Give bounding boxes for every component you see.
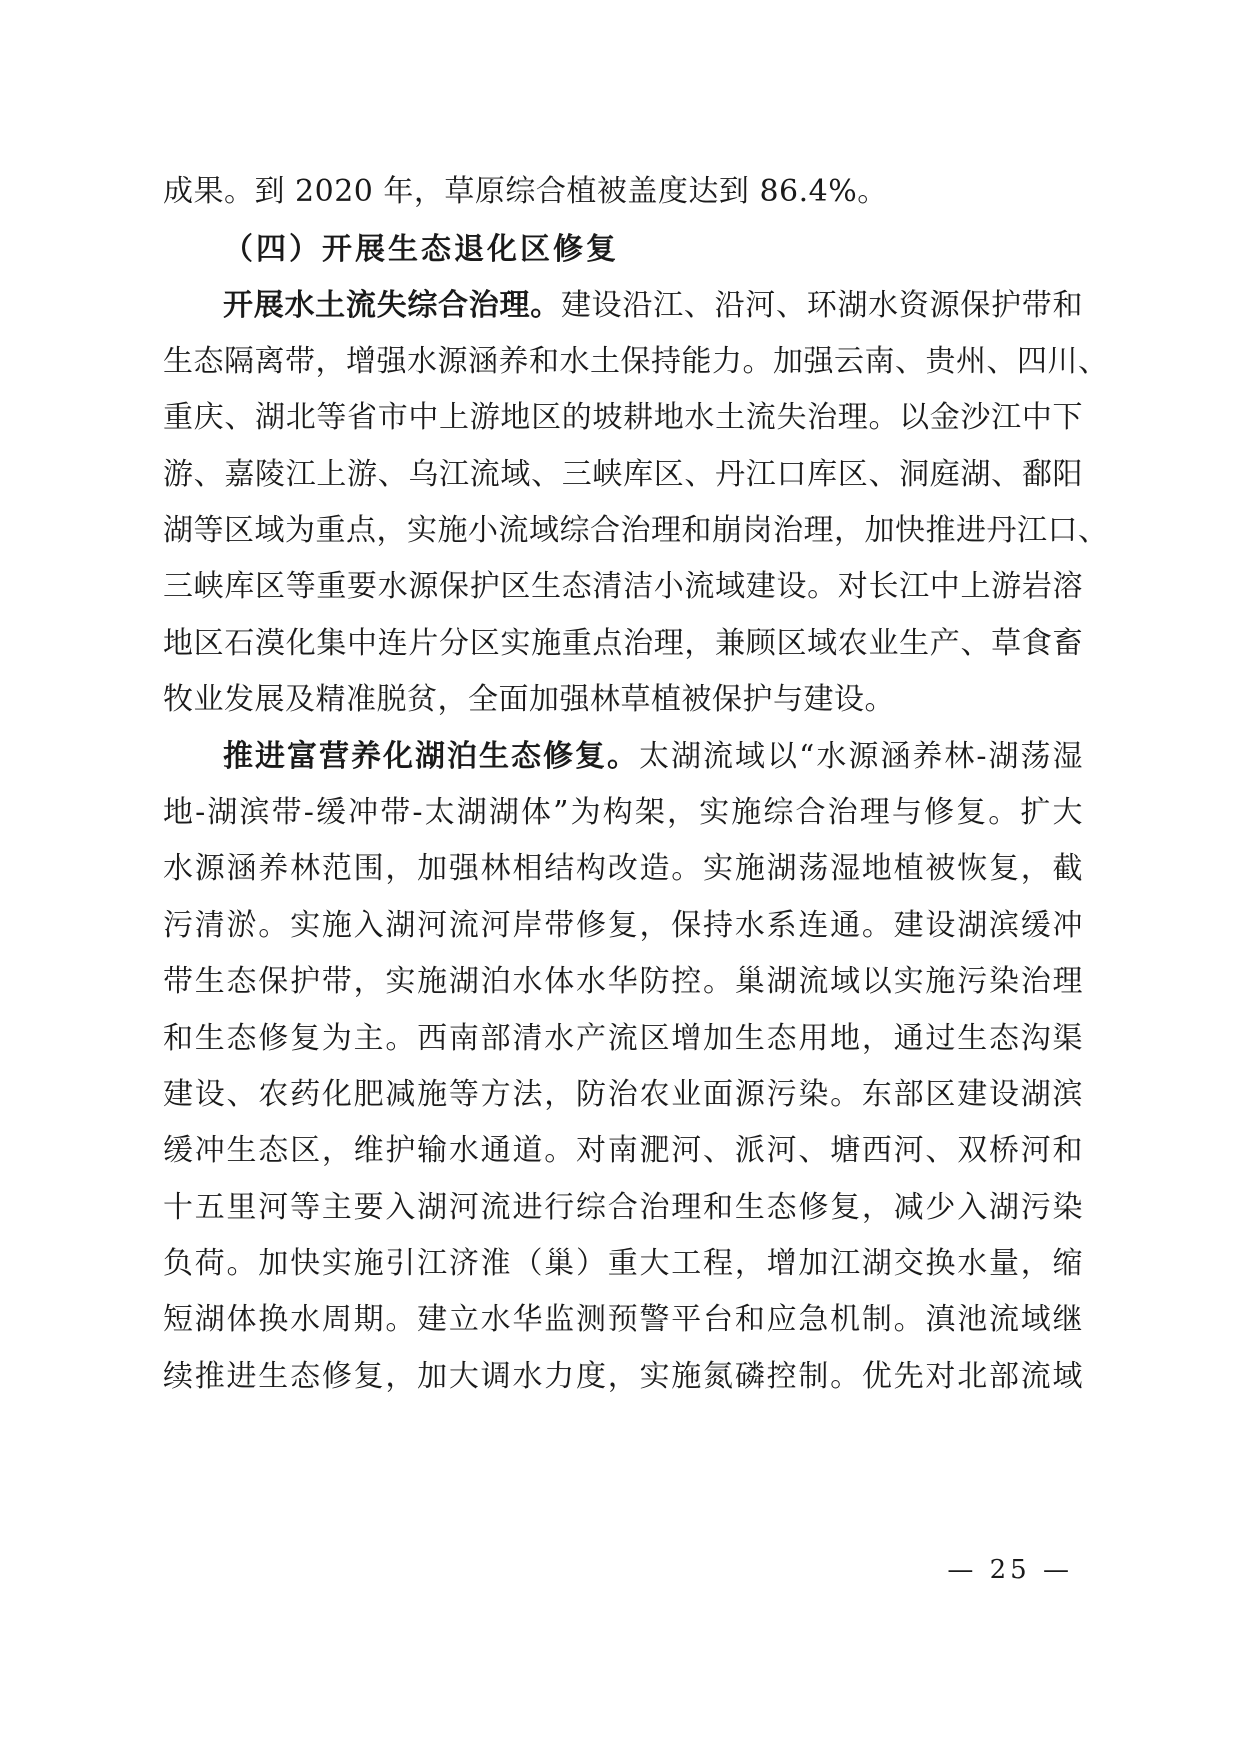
paragraph-2-lead: 推进富营养化湖泊生态修复。 xyxy=(223,739,640,774)
paragraph-2-line-4: 污清淤。实施入湖河流河岸带修复，保持水系连通。建设湖滨缓冲 xyxy=(163,908,1083,943)
section-heading: （四）开展生态退化区修复 xyxy=(223,232,619,267)
paragraph-2-line-5: 带生态保护带，实施湖泊水体水华防控。巢湖流域以实施污染治理 xyxy=(163,964,1083,999)
paragraph-2-line-6: 和生态修复为主。西南部清水产流区增加生态用地，通过生态沟渠 xyxy=(163,1021,1083,1056)
text-line-1: 成果。到 2020 年，草原综合植被盖度达到 86.4%。 xyxy=(163,174,888,209)
paragraph-1-line-7: 地区石漠化集中连片分区实施重点治理，兼顾区域农业生产、草食畜 xyxy=(163,626,1083,661)
paragraph-2-line-3: 水源涵养林范围，加强林相结构改造。实施湖荡湿地植被恢复，截 xyxy=(163,851,1083,886)
paragraph-1-line-5: 湖等区域为重点，实施小流域综合治理和崩岗治理，加快推进丹江口、 xyxy=(163,513,1109,548)
paragraph-1-line-6: 三峡库区等重要水源保护区生态清洁小流域建设。对长江中上游岩溶 xyxy=(163,569,1083,604)
paragraph-2-line-12: 续推进生态修复，加大调水力度，实施氮磷控制。优先对北部流域 xyxy=(163,1359,1083,1394)
paragraph-1-line-2: 生态隔离带，增强水源涵养和水土保持能力。加强云南、贵州、四川、 xyxy=(163,344,1109,379)
paragraph-1-line-1 xyxy=(223,286,1083,326)
paragraph-2-line-1 xyxy=(223,737,1083,777)
paragraph-1-line-3: 重庆、湖北等省市中上游地区的坡耕地水土流失治理。以金沙江中下 xyxy=(163,400,1083,435)
paragraph-1-lead: 开展水土流失综合治理。 xyxy=(223,288,561,323)
paragraph-1-text: 建设沿江、沿河、环湖水资源保护带和 xyxy=(560,288,1084,323)
paragraph-2-line-7: 建设、农药化肥减施等方法，防治农业面源污染。东部区建设湖滨 xyxy=(163,1077,1083,1112)
paragraph-1-line-4: 游、嘉陵江上游、乌江流域、三峡库区、丹江口库区、洞庭湖、鄱阳 xyxy=(163,457,1083,492)
paragraph-2-line-10: 负荷。加快实施引江济淮（巢）重大工程，增加江湖交换水量，缩 xyxy=(163,1246,1083,1281)
paragraph-2-line-9: 十五里河等主要入湖河流进行综合治理和生态修复，减少入湖污染 xyxy=(163,1190,1083,1225)
paragraph-2-line-2: 地-湖滨带-缓冲带-太湖湖体”为构架，实施综合治理与修复。扩大 xyxy=(163,795,1083,830)
paragraph-2-line-8: 缓冲生态区，维护输水通道。对南淝河、派河、塘西河、双桥河和 xyxy=(163,1133,1083,1168)
paragraph-1-line-8: 牧业发展及精准脱贫，全面加强林草植被保护与建设。 xyxy=(163,682,895,717)
paragraph-2-text: 太湖流域以“水源涵养林-湖荡湿 xyxy=(639,739,1083,774)
paragraph-2-line-11: 短湖体换水周期。建立水华监测预警平台和应急机制。滇池流域继 xyxy=(163,1302,1083,1337)
page-number: — 25 — xyxy=(947,1555,1073,1585)
